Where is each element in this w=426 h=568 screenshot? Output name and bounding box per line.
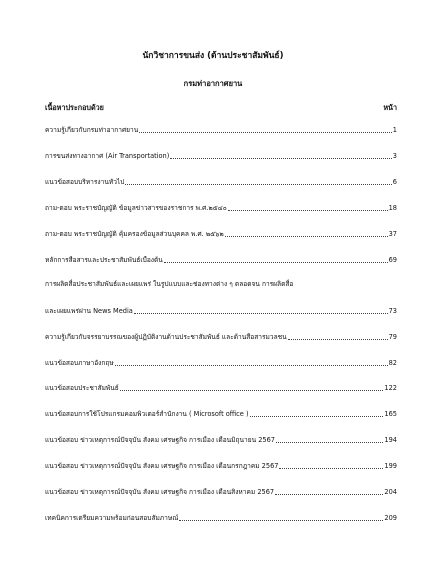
toc-leader-dots — [288, 339, 388, 340]
toc-entry-title: แนวข้อสอบประชาสัมพันธ์ — [45, 384, 119, 392]
toc-leader-dots — [225, 236, 388, 237]
toc-leader-dots — [276, 442, 383, 443]
toc-entry — [45, 333, 397, 342]
toc-entry-page: 122 — [384, 384, 397, 392]
toc-leader-dots — [275, 494, 383, 495]
toc-entry-title: และเผยแพร่ผ่าน News Media — [45, 307, 133, 315]
toc-entry-page: 204 — [384, 488, 397, 496]
document-subtitle: กรมท่าอากาศยาน — [183, 79, 243, 88]
toc-leader-dots — [120, 390, 384, 391]
toc-entry-title: แนวข้อสอบ ข่าวเหตุการณ์ปัจจุบัน สังคม เศรษฐกิจ การเมือง เดือนสิงหาคม 2567 — [45, 488, 275, 496]
toc-entry-page: 69 — [388, 256, 397, 264]
toc-entry — [45, 410, 397, 419]
page-column-heading: หน้า — [383, 103, 397, 112]
toc-entry — [45, 152, 397, 161]
toc-leader-dots — [170, 158, 391, 159]
toc-entry-page: 194 — [384, 436, 397, 444]
toc-entry-page: 18 — [388, 204, 397, 212]
toc-entry-page: 3 — [392, 152, 397, 160]
toc-leader-dots — [125, 184, 391, 185]
document-title: นักวิชาการขนส่ง (ด้านประชาสัมพันธ์) — [142, 51, 284, 61]
toc-entry-title: แนวข้อสอบ ข่าวเหตุการณ์ปัจจุบัน สังคม เศรษฐกิจ การเมือง เดือนมิถุนายน 2567 — [45, 436, 275, 444]
toc-entry — [45, 436, 397, 445]
toc-leader-dots — [164, 262, 388, 263]
toc-entry-page: 73 — [388, 307, 397, 315]
toc-leader-dots — [115, 365, 388, 366]
toc-entry-title: แนวข้อสอบบริหารงานทั่วไป — [45, 178, 125, 186]
toc-entry-page: 1 — [392, 126, 397, 134]
toc-entry-title: การขนส่งทางอากาศ (Air Transportation) — [45, 152, 170, 160]
toc-leader-dots — [279, 468, 383, 469]
toc-entry-title: ถาม-ตอบ พระราชบัญญัติ คุ้มครองข้อมูลส่วนบุคคล พ.ศ. ๒๕๖๒ — [45, 230, 224, 238]
toc-entry-page: 199 — [384, 462, 397, 470]
toc-entry-page: 37 — [388, 230, 397, 238]
toc-entry-title: แนวข้อสอบ ข่าวเหตุการณ์ปัจจุบัน สังคม เศรษฐกิจ การเมือง เดือนกรกฎาคม 2567 — [45, 462, 279, 470]
toc-entry-title: แนวข้อสอบการใช้โปรแกรมคอมพิวเตอร์สำนักงาน ( Microsoft office ) — [45, 410, 249, 418]
toc-leader-dots — [139, 132, 392, 133]
toc-entry — [45, 462, 397, 471]
toc-leader-dots — [134, 313, 388, 314]
toc-entry — [45, 514, 397, 523]
toc-entry — [45, 359, 397, 368]
toc-entry-page: 6 — [392, 178, 397, 186]
toc-leader-dots — [179, 520, 383, 521]
toc-entry — [45, 126, 397, 135]
toc-entry — [45, 307, 397, 316]
toc-entry-title: ความรู้เกี่ยวกับจรรยาบรรณของผู้ปฏิบัติงานด้านประชาสัมพันธ์ และด้านสื่อสารมวลชน — [45, 333, 287, 341]
toc-entry-page: 209 — [384, 514, 397, 522]
toc-entry-title: ความรู้เกี่ยวกับกรมท่าอากาศยาน — [45, 126, 139, 134]
toc-entry-title-line1: การผลิตสื่อประชาสัมพันธ์และเผยแพร่ ในรูปแบบและช่องทางต่าง ๆ ตลอดจน การผลิตสื่อ — [45, 280, 294, 288]
toc-entry — [45, 178, 397, 187]
toc-entry — [45, 256, 397, 265]
toc-leader-dots — [228, 210, 388, 211]
toc-entry-title: แนวข้อสอบภาษาอังกฤษ — [45, 359, 114, 367]
toc-entry-page: 79 — [388, 333, 397, 341]
toc-entry-page: 165 — [384, 410, 397, 418]
toc-entry — [45, 384, 397, 393]
toc-leader-dots — [250, 416, 384, 417]
toc-entry-title: หลักการสื่อสารและประชาสัมพันธ์เบื้องต้น — [45, 256, 163, 264]
toc-entry-title: ถาม-ตอบ พระราชบัญญัติ ข้อมูลข่าวสารของราชการ พ.ศ.๒๕๔๐ — [45, 204, 227, 212]
toc-entry — [45, 204, 397, 213]
toc-entry — [45, 488, 397, 497]
contents-heading: เนื้อหาประกอบด้วย — [45, 103, 104, 112]
toc-entry-page: 82 — [388, 359, 397, 367]
toc-entry — [45, 230, 397, 239]
toc-entry-title: เทคนิคการเตรียมความพร้อมก่อนสอบสัมภาษณ์ — [45, 514, 179, 522]
